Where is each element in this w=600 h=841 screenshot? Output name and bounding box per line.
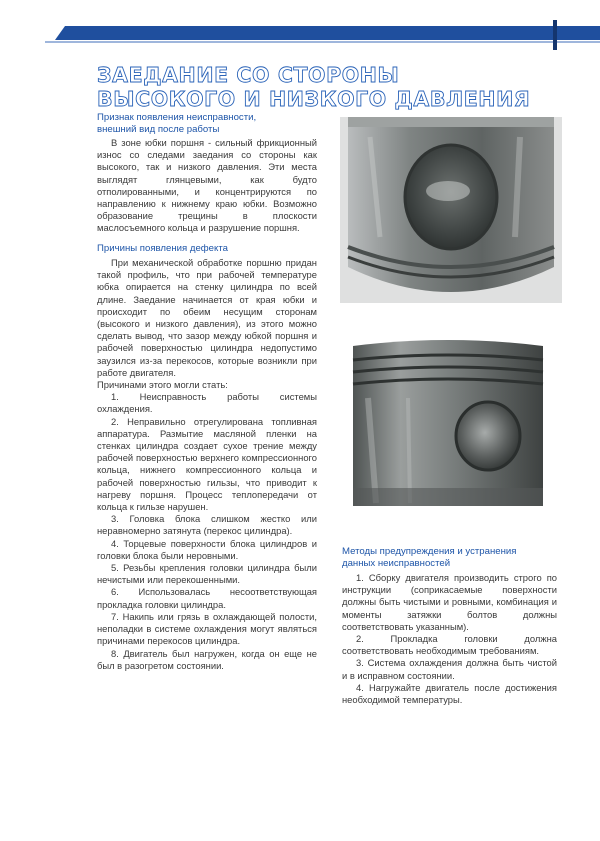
- section-heading-line: Признак появления неисправности,: [97, 112, 257, 123]
- paragraph: При механической обработке поршню придан такой профиль, что при рабочей температуре юбка опирается на стенку цилиндра по всей длине. Заедание начинается от края юбки и происходит по обеим несущим сторонам (высокого и низкого давления), из этого можно сделать вывод, что зазор между юбкой поршня и рабочей поверхностью цилиндра недопустимо заузился из-за перекосов, которые возникли при работе двигателя.: [97, 257, 317, 378]
- list-item: 4. Нагружайте двигатель после достижения необходимой температуры.: [342, 681, 557, 706]
- section-heading-prevention: [342, 546, 557, 570]
- page-title: [97, 63, 567, 111]
- list-item: 6. Использовалась несоответствующая прокладка головки цилиндра.: [97, 586, 317, 610]
- piston-skirt-closeup-photo: [340, 117, 562, 303]
- section-heading-line: данных неисправностей: [342, 557, 451, 569]
- list-item: 7. Накипь или грязь в охлаждающей полости, неполадки в системе охлаждения могут являться причинами перекосов цилиндра.: [97, 610, 317, 647]
- paragraph: В зоне юбки поршня - сильный фрикционный износ со следами заедания со стороны как высокого, так и низкого давления. Эти места выглядят глянцевыми, как будто отполированными, и концентрируются по направлению к нижнему краю юбки. Возможно образование трещины в плоскости маслосъемного кольца и разрушение поршня.: [97, 137, 317, 234]
- section-heading-line: внешний вид после работы: [97, 123, 220, 135]
- header-band: [55, 26, 600, 40]
- prevention-text: [342, 572, 557, 706]
- header-rule: [45, 41, 600, 43]
- list-item: 3. Система охлаждения должна быть чистой и в исправном состоянии.: [342, 657, 557, 681]
- title-line-2: ВЫСОКОГО И НИЗКОГО ДАВЛЕНИЯ: [97, 87, 531, 111]
- symptoms-text: [97, 137, 317, 235]
- causes-text: [97, 257, 317, 672]
- list-item: 2. Неправильно отрегулирована топливная аппаратура. Размытие масляной пленки на стенках цилиндра создает сухое трение между рабочей поверхностью верхнего компрессионного кольца, нижнего компрессионного кольца и рабочей поверхностью гильзы, что приводит к нагреву поршня. Процесс теплопередачи от кольца к гильзе нарушен.: [97, 415, 317, 513]
- list-item: 3. Головка блока слишком жестко или неравномерно затянута (перекос цилиндра).: [97, 513, 317, 537]
- section-heading-line: Методы предупреждения и устранения: [342, 546, 517, 557]
- section-heading-symptoms: [97, 112, 317, 136]
- list-item: 1. Неисправность работы системы охлаждения.: [97, 391, 317, 415]
- header-accent: [553, 20, 557, 50]
- list-item: 2. Прокладка головки должна соответствовать необходимым требованиям.: [342, 633, 557, 657]
- piston-side-photo: [348, 338, 548, 513]
- title-line-1: ЗАЕДАНИЕ СО СТОРОНЫ: [97, 63, 400, 87]
- list-item: 5. Резьбы крепления головки цилиндра были нечистыми или перекошенными.: [97, 562, 317, 586]
- list-item: 1. Сборку двигателя производить строго по инструкции (соприкасаемые поверхности должны быть чистыми и ровными, комбинация и моменты затяжки болтов должны соответствовать указанным).: [342, 572, 557, 632]
- section-heading-causes: Причины появления дефекта: [97, 243, 228, 254]
- list-item: 4. Торцевые поверхности блока цилиндров и головки блока были неровными.: [97, 537, 317, 561]
- list-item: 8. Двигатель был нагружен, когда он еще не был в разогретом состоянии.: [97, 647, 317, 671]
- causes-label: Причинами этого могли стать:: [97, 379, 228, 391]
